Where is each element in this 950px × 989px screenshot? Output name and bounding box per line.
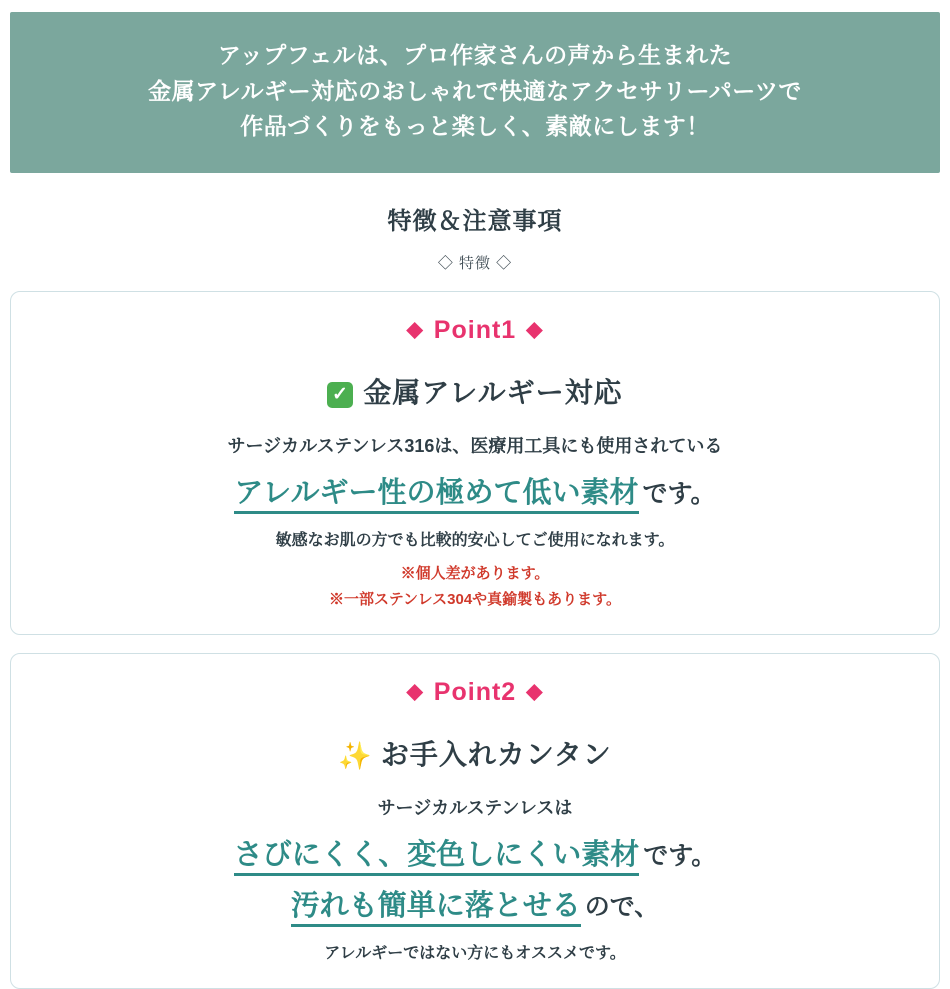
point1-highlight: アレルギー性の極めて低い素材 (234, 477, 638, 514)
section-title: 特徴＆注意事項 (387, 207, 563, 235)
point2-card (10, 653, 940, 989)
point1-title: 金属アレルギー対応 (363, 376, 623, 408)
diamond-right-icon: ◆ (526, 679, 544, 703)
point2-lead: サージカルステンレスは (377, 797, 573, 818)
point2-title-row (31, 733, 919, 773)
point2-highlight-row (31, 832, 919, 873)
point2-highlight-2: 汚れも簡単に落とせる (291, 890, 581, 927)
point1-note-1: ※個人差があります。 (400, 564, 550, 582)
white-check-mark-icon: ✓ (327, 382, 353, 408)
point2-heading (31, 678, 919, 707)
point1-highlight-tail: です。 (642, 479, 716, 508)
hero-line-3: 作品づくりをもっと楽しく、素敵にします！ (240, 113, 710, 140)
diamond-left-icon: ◆ (406, 317, 424, 341)
point2-label: Point2 (433, 677, 517, 706)
point2-title: お手入れカンタン (380, 738, 612, 770)
page-root (0, 12, 950, 962)
point2-highlight: さびにくく、変色しにくい素材 (234, 839, 639, 876)
diamond-left-icon: ◆ (406, 679, 424, 703)
sparkles-icon: ✨ (338, 740, 373, 771)
point1-heading (31, 316, 919, 345)
point1-card (10, 291, 940, 635)
hero-line-1: アップフェルは、プロ作家さんの声から生まれた (217, 42, 733, 68)
point1-label: Point1 (433, 315, 517, 344)
point1-body: 敏感なお肌の方でも比較的安心してご使用になれます。 (275, 531, 675, 549)
hero-banner (10, 12, 940, 173)
point1-title-row (31, 371, 919, 411)
hero-line-2: 金属アレルギー対応のおしゃれで快適なアクセサリーパーツで (148, 77, 802, 104)
point1-note-2: ※一部ステンレス304や真鍮製もあります。 (329, 591, 621, 609)
point2-body: アレルギーではない方にもオススメです。 (324, 944, 626, 962)
point1-highlight-row (31, 470, 919, 511)
section-subtitle: ◇ 特徴 ◇ (437, 254, 513, 272)
point2-highlight-2-tail: ので、 (584, 892, 660, 921)
point2-highlight-tail: です。 (643, 841, 717, 870)
point2-highlight-row-2 (31, 883, 919, 924)
point1-lead: サージカルステンレス316は、医療用工具にも使用されている (227, 435, 723, 456)
diamond-right-icon: ◆ (526, 317, 544, 341)
